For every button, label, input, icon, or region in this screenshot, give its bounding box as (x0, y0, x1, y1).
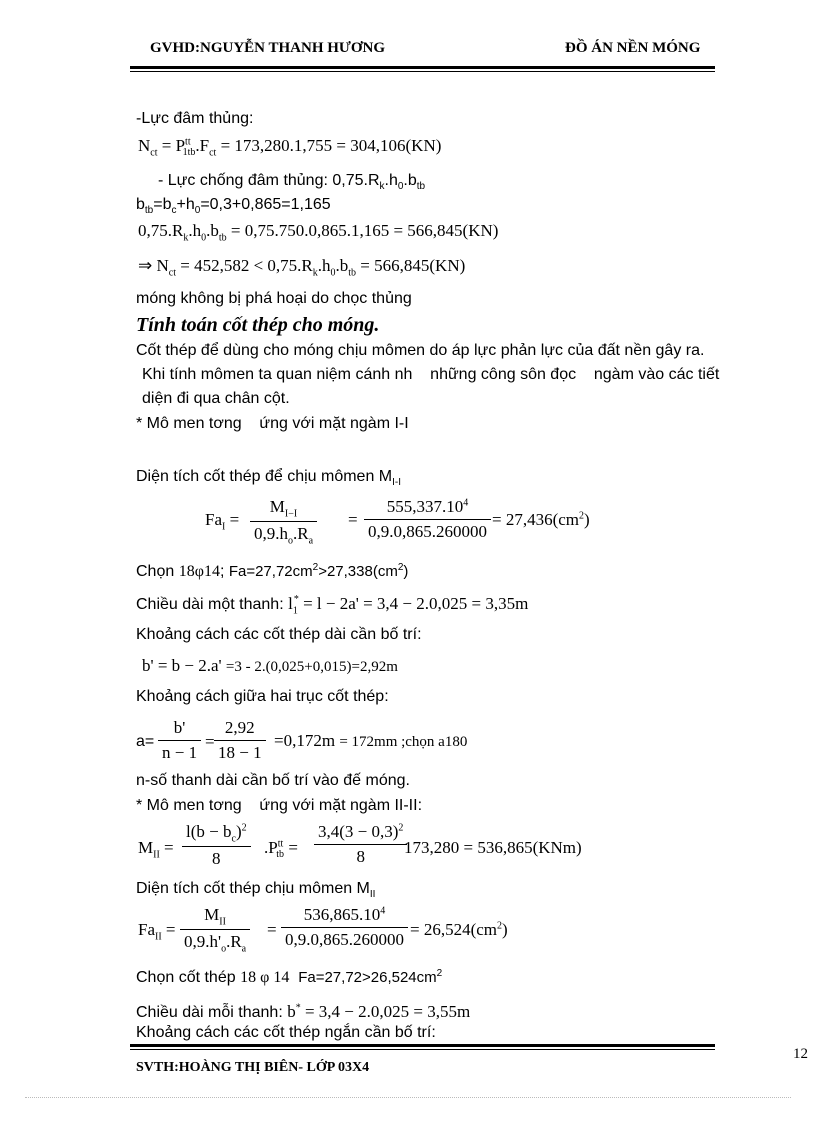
text-line: Diện tích cốt thép chịu mômen $M_{II}$ (136, 880, 376, 901)
text-line: Khi tính mômen ta quan niệm cánh nh những công sôn đọc ngàm vào các tiết (142, 366, 720, 383)
text-line: Cốt thép để dùng cho móng chịu mômen do áp lực phản lực của đất nền gây ra. (136, 342, 705, 359)
text-line: -Lực đâm thủng: (136, 110, 254, 127)
header-rule-thin (130, 71, 715, 72)
text-line: $b_{tb}=b_c+h_0=0,3+0,865=1,165$ (136, 196, 331, 217)
text-line: n-số thanh dài cần bố trí vào đế móng. (136, 772, 410, 789)
header-right: ĐỒ ÁN NỀN MÓNG (565, 40, 701, 56)
text-line: Chọn cốt thép 18 φ 14 $Fa=27,72>26,524cm^2$ (136, 968, 443, 986)
text-line: Khoảng cách các cốt thép dài cần bố trí: (136, 626, 422, 643)
page-bottom-divider (25, 1097, 791, 1098)
text-line: Khoảng cách giữa hai trục cốt thép: (136, 688, 389, 705)
footer-rule-thick (130, 1044, 715, 1047)
text-line: - Lực chống đâm thủng: $0,75.R_k.h_0.b_{tb}$ (158, 172, 426, 193)
text-line: Diện tích cốt thép để chịu mômen $M_{I-I}$ (136, 468, 402, 489)
text-line: Chiều dài một thanh: $l_1^* = l - 2a' = 3,4 - 2.0,025 = 3,35m$ (136, 594, 529, 617)
equation-bprime: b' = b − 2.a' =3 - 2.(0,025+0,015)=2,92m (142, 656, 398, 675)
footer-left: SVTH:HOÀNG THỊ BIÊN- LỚP 03X4 (136, 1060, 370, 1075)
text-line: Chọn 18φ14; $Fa=27,72cm^2>27,338(cm^2)$ (136, 562, 409, 580)
text-line: * Mô men tơng ứng với mặt ngàm I-I (136, 415, 409, 432)
header-rule-thick (130, 66, 715, 69)
equation-compare: ⇒ $N_{ct} = 452,582 < 0,75.R_k.h_0.b_{tb} = 566,845(KN)$ (138, 256, 466, 279)
text-line: diện đi qua chân cột. (142, 390, 290, 407)
equation-nct: $N_{ct} = P^{tt}_{1tb}.F_{ct} = 173,280.1,755 = 304,106(KN)$ (138, 136, 442, 159)
text-line: Chiều dài mỗi thanh: b* = 3,4 − 2.0,025 = 3,55m (136, 1002, 471, 1021)
text-line: móng không bị phá hoại do chọc thủng (136, 290, 412, 307)
text-line: Khoảng cách các cốt thép ngắn cần bố trí: (136, 1024, 436, 1041)
text-line: * Mô men tơng ứng với mặt ngàm II-II: (136, 797, 423, 814)
page-number: 12 (793, 1046, 808, 1062)
header-left: GVHD:NGUYỄN THANH HƯƠNG (150, 40, 386, 56)
footer-rule-thin (130, 1049, 715, 1050)
equation-resist: $0,75.R_k.h_0.b_{tb} = 0,75.750.0,865.1,165 = 566,845(KN)$ (138, 221, 499, 244)
section-title: Tính toán cốt thép cho móng. (136, 314, 380, 336)
